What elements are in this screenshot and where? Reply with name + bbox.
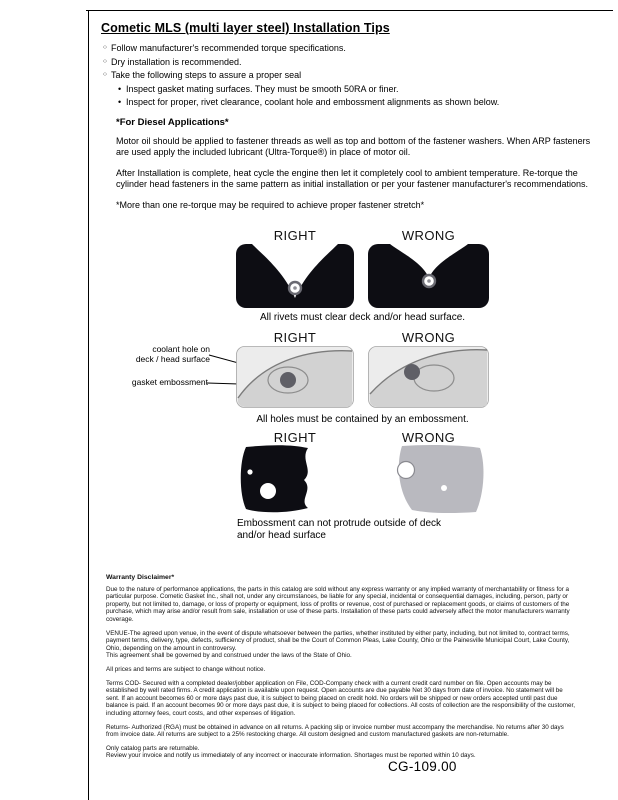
tip-item — [103, 70, 593, 80]
coolant-hole-label-line2: deck / head surface — [135, 354, 210, 364]
diesel-paragraph-2: After Installation is complete, heat cycle the engine then let it completely cool to ambient temperature. Re-torque the cylinder head fasteners in the same pattern as initial installation or per your fastener manufacturer's recommendations. — [116, 168, 588, 189]
diesel-heading: *For Diesel Applications* — [116, 117, 229, 128]
diagram-caption-protrusion — [237, 518, 487, 542]
embossment-containment-wrong-image — [368, 346, 489, 408]
rivet-clearance-wrong-image — [368, 244, 489, 308]
diesel-note: *More than one re-torque may be required to achieve proper fastener stretch* — [116, 200, 425, 210]
tip-text: Inspect for proper, rivet clearance, coolant hole and embossment alignments as shown below. — [126, 97, 500, 107]
disclaimer-heading: Warranty Disclaimer* — [106, 574, 175, 581]
caption-line: Embossment can not protrude outside of deck — [237, 518, 442, 529]
tip-item — [103, 43, 593, 53]
tip-subitem — [118, 97, 593, 107]
embossment-protrusion-right-diagram — [236, 444, 354, 514]
diagram-caption-holes: All holes must be contained by an embossment. — [256, 414, 469, 425]
disclaimer-paragraph: Terms COD- Secured with a completed dealer/jobber application on File, COD-Company check with a current credit card number on file. Open accounts may be established by well rated firms. A credit application is available upon request. Open accounts are due payable Net 30 days from date of invoice. No statement will be sent. If an account becomes 60 or more days past due, it is subject to being placed on credit hold. No orders will be shipped or new orders accepted until past due balance is paid. If an account becomes 90 or more days past due, it is subject to being placed for collections. All costs of collection are the responsibility of the customer, including attorney fees, court costs, and other expenses of litigation. — [106, 679, 576, 717]
embossment-protrusion-wrong-image — [368, 444, 489, 514]
coolant-hole-label — [128, 344, 210, 364]
warranty-disclaimer — [106, 574, 576, 766]
tip-text: Inspect gasket mating surfaces. They must be smooth 50RA or finer. — [126, 83, 399, 94]
page-border-left — [88, 10, 89, 800]
disclaimer-paragraph: VENUE-The agreed upon venue, in the event of dispute whatsoever between the parties, whether instituted by either party, including, but not limited to, contract terms, payment terms, delivery, type, defects, sufficiency of product, shall be the Court of Common Pleas, Lake County, Ohio or the Painesville Municipal Court, Lake County, Ohio, depending on the amount in controversy. — [106, 629, 570, 652]
caption-line: and/or head surface — [237, 530, 326, 541]
rivet-clearance-right-diagram — [236, 244, 354, 308]
diesel-paragraph-1: Motor oil should be applied to fastener threads as well as top and bottom of the fastener washers. When ARP fasteners are used apply the included lubricant (Ultra-Torque®) in place of motor oil. — [116, 136, 591, 157]
right-label: RIGHT — [273, 430, 317, 445]
page-border-top — [86, 10, 613, 11]
page-title: Cometic MLS (multi layer steel) Installation Tips — [101, 21, 390, 35]
rivet-clearance-wrong-diagram — [368, 244, 489, 308]
circle-bullet-icon: ○ — [103, 71, 107, 78]
coolant-hole-label-line1: coolant hole on — [152, 344, 210, 354]
disclaimer-paragraph: Returns- Authorized (RGA) must be obtained in advance on all returns. A packing slip or invoice number must accompany the merchandise. No returns after 30 days from invoice date. All returns are subject to a 25% restocking charge. All custom designed and custom manufactured gaskets are non-returnable. — [106, 723, 564, 739]
tips-list — [103, 43, 593, 111]
tip-text: Take the following steps to assure a proper seal — [111, 70, 302, 80]
diagram-caption-rivets: All rivets must clear deck and/or head surface. — [259, 312, 466, 323]
disclaimer-paragraph: Only catalog parts are returnable. — [106, 744, 200, 752]
wrong-label: WRONG — [401, 330, 456, 345]
disclaimer-paragraph: Review your invoice and notify us immediately of any incorrect or inaccurate information. Shortages must be reported within 10 days. — [106, 752, 476, 760]
diesel-section — [116, 117, 596, 211]
embossment-protrusion-right-image — [236, 444, 354, 514]
gasket-embossment-label: gasket embossment — [131, 377, 208, 387]
tip-item — [103, 57, 593, 67]
disclaimer-paragraph: Due to the nature of performance applications, the parts in this catalog are sold without any express warranty or any implied warranty of merchantability or fitness for a particular purpose. Cometic Gasket Inc., shall not, under any circumstances, be liable for any special, incidental or consequential damages, including, person, party or property, but not limited to, damage, or loss of property or equipment, loss of profits or revenue, cost of purchased or replacement goods, or claims of customers of the purchase, which may arise and/or result from sale, installation or use of these parts. Installation of these parts could adversely affect the motor manufacturers warranty coverage. — [106, 585, 570, 623]
page-code: CG-109.00 — [388, 759, 457, 774]
dot-bullet-icon: • — [118, 97, 122, 107]
right-label: RIGHT — [273, 330, 317, 345]
embossment-containment-right-image — [236, 346, 354, 408]
rivet-clearance-right-image — [236, 244, 354, 308]
dot-bullet-icon: • — [118, 83, 122, 94]
circle-bullet-icon: ○ — [103, 44, 107, 51]
circle-bullet-icon: ○ — [103, 57, 107, 65]
tip-text: Dry installation is recommended. — [111, 56, 242, 67]
disclaimer-paragraph: All prices and terms are subject to change without notice. — [106, 665, 266, 673]
right-label: RIGHT — [273, 228, 317, 243]
wrong-label: WRONG — [401, 430, 456, 445]
tip-subitem — [118, 84, 593, 94]
tip-text: Follow manufacturer's recommended torque specifications. — [111, 43, 346, 53]
wrong-label: WRONG — [401, 228, 456, 243]
embossment-containment-wrong-diagram — [368, 346, 489, 408]
embossment-protrusion-wrong-diagram — [368, 444, 489, 514]
disclaimer-paragraph: This agreement shall be governed by and construed under the laws of the State of Ohio. — [106, 652, 352, 660]
embossment-containment-right-diagram — [236, 346, 354, 408]
